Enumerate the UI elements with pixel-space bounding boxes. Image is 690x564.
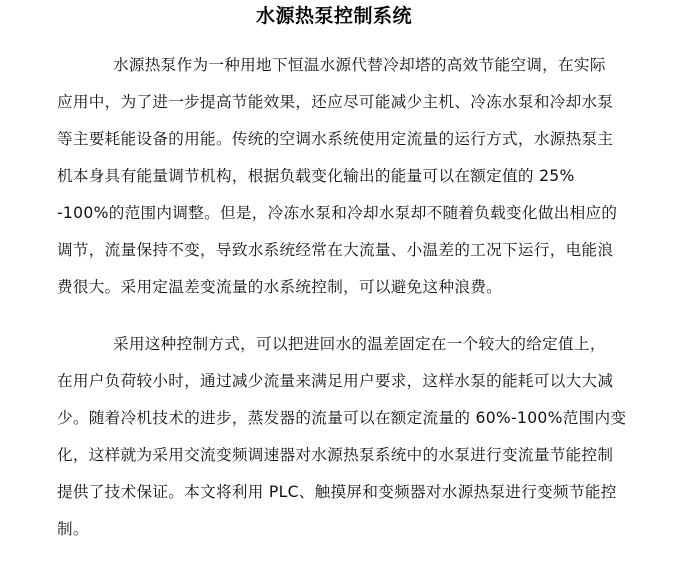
paragraph-line: 少。随着冷机技术的进步，蒸发器的流量可以在额定流量的 60%-100%范围内变 — [57, 409, 627, 427]
paragraph-1 — [57, 47, 618, 306]
paragraph-line: 采用这种控制方式，可以把进回水的温差固定在一个较大的给定值上， — [113, 335, 606, 353]
paragraph-line: 等主要耗能设备的用能。传统的空调水系统使用定流量的运行方式，水源热泵主 — [57, 130, 614, 148]
paragraph-line: 水源热泵作为一种用地下恒温水源代替冷却塔的高效节能空调，在实际 — [113, 56, 606, 74]
paragraph-line: 调节，流量保持不变，导致水系统经常在大流量、小温差的工况下运行，电能浪 — [57, 241, 614, 259]
paragraph-line: 提供了技术保证。本文将利用 PLC、触摸屏和变频器对水源热泵进行变频节能控 — [57, 483, 617, 501]
paragraph-line: 费很大。采用定温差变流量的水系统控制，可以避免这种浪费。 — [57, 278, 503, 296]
paragraph-line: -100%的范围内调整。但是，冷冻水泵和冷却水泵却不随着负载变化做出相应的 — [57, 204, 618, 222]
paragraph-2 — [57, 326, 627, 548]
paragraph-line: 在用户负荷较小时，通过减少流量来满足用户要求，这样水泵的能耗可以大大减 — [57, 372, 614, 390]
document-title: 水源热泵控制系统 — [255, 5, 412, 27]
paragraph-line: 化，这样就为采用交流变频调速器对水源热泵系统中的水泵进行变流量节能控制 — [57, 446, 614, 464]
paragraph-line: 机本身具有能量调节机构，根据负载变化输出的能量可以在额定值的 25% — [57, 167, 575, 185]
paragraph-line: 制。 — [57, 520, 89, 538]
paragraph-line: 应用中，为了进一步提高节能效果，还应尽可能减少主机、冷冻水泵和冷却水泵 — [57, 93, 614, 111]
